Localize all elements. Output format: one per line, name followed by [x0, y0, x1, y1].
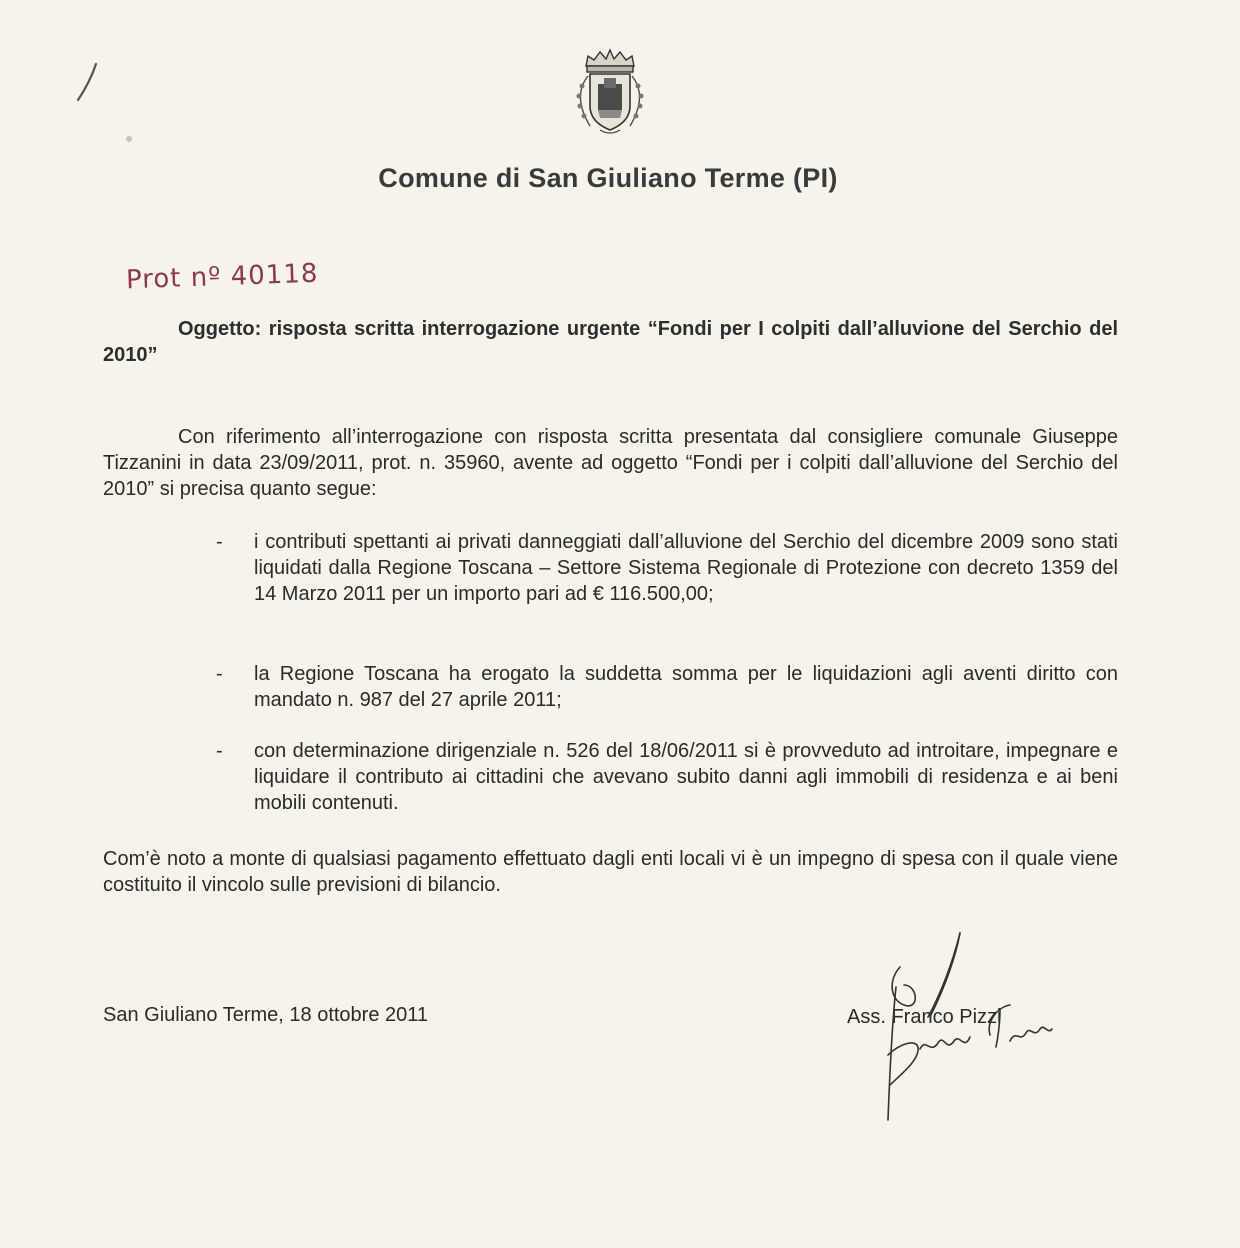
subject-line: Oggetto: risposta scritta interrogazione urgente “Fondi per I colpiti dall’alluvione del Serchio del 2010”	[103, 318, 1118, 366]
signer-name: Ass. Franco Pizzi	[847, 1006, 1002, 1028]
municipal-crest-icon	[560, 46, 660, 136]
list-item-text: con determinazione dirigenziale n. 526 del 18/06/2011 si è provveduto ad introitare, impegnare e liquidare il contributo ai cittadini che avevano subito danni agli immobili di residenza e ai beni mobili contenuti.	[254, 740, 1118, 814]
handwritten-signature	[860, 925, 1060, 1130]
pen-mark-icon	[70, 60, 110, 110]
bullet-dash: -	[216, 663, 223, 685]
list-item-text: i contributi spettanti ai privati danneggiati dall’alluvione del Serchio del dicembre 2009 sono stati liquidati dalla Regione Toscana – Settore Sistema Regionale di Protezione con decreto 1359 del 14 Marzo 2011 per un importo pari ad € 116.500,00;	[254, 531, 1118, 605]
list-item-text: la Regione Toscana ha erogato la suddetta somma per le liquidazioni agli aventi diritto con mandato n. 987 del 27 aprile 2011;	[254, 663, 1118, 711]
paper-speck	[126, 136, 132, 142]
place-date: San Giuliano Terme, 18 ottobre 2011	[103, 1004, 429, 1026]
closing-paragraph: Com’è noto a monte di qualsiasi pagamento effettuato dagli enti locali vi è un impegno di spesa con il quale viene costituito il vincolo sulle previsioni di bilancio.	[103, 848, 1118, 896]
handwritten-protocol-note: Prot nº 40118	[125, 258, 319, 296]
bullet-dash: -	[216, 531, 223, 553]
page-title: Comune di San Giuliano Terme (PI)	[378, 163, 838, 193]
intro-paragraph: Con riferimento all’interrogazione con risposta scritta presentata dal consigliere comunale Giuseppe Tizzanini in data 23/09/2011, prot. n. 35960, avente ad oggetto “Fondi per i colpiti dall’alluvione del Serchio del 2010” si precisa quanto segue:	[103, 426, 1118, 500]
bullet-dash: -	[216, 740, 223, 762]
